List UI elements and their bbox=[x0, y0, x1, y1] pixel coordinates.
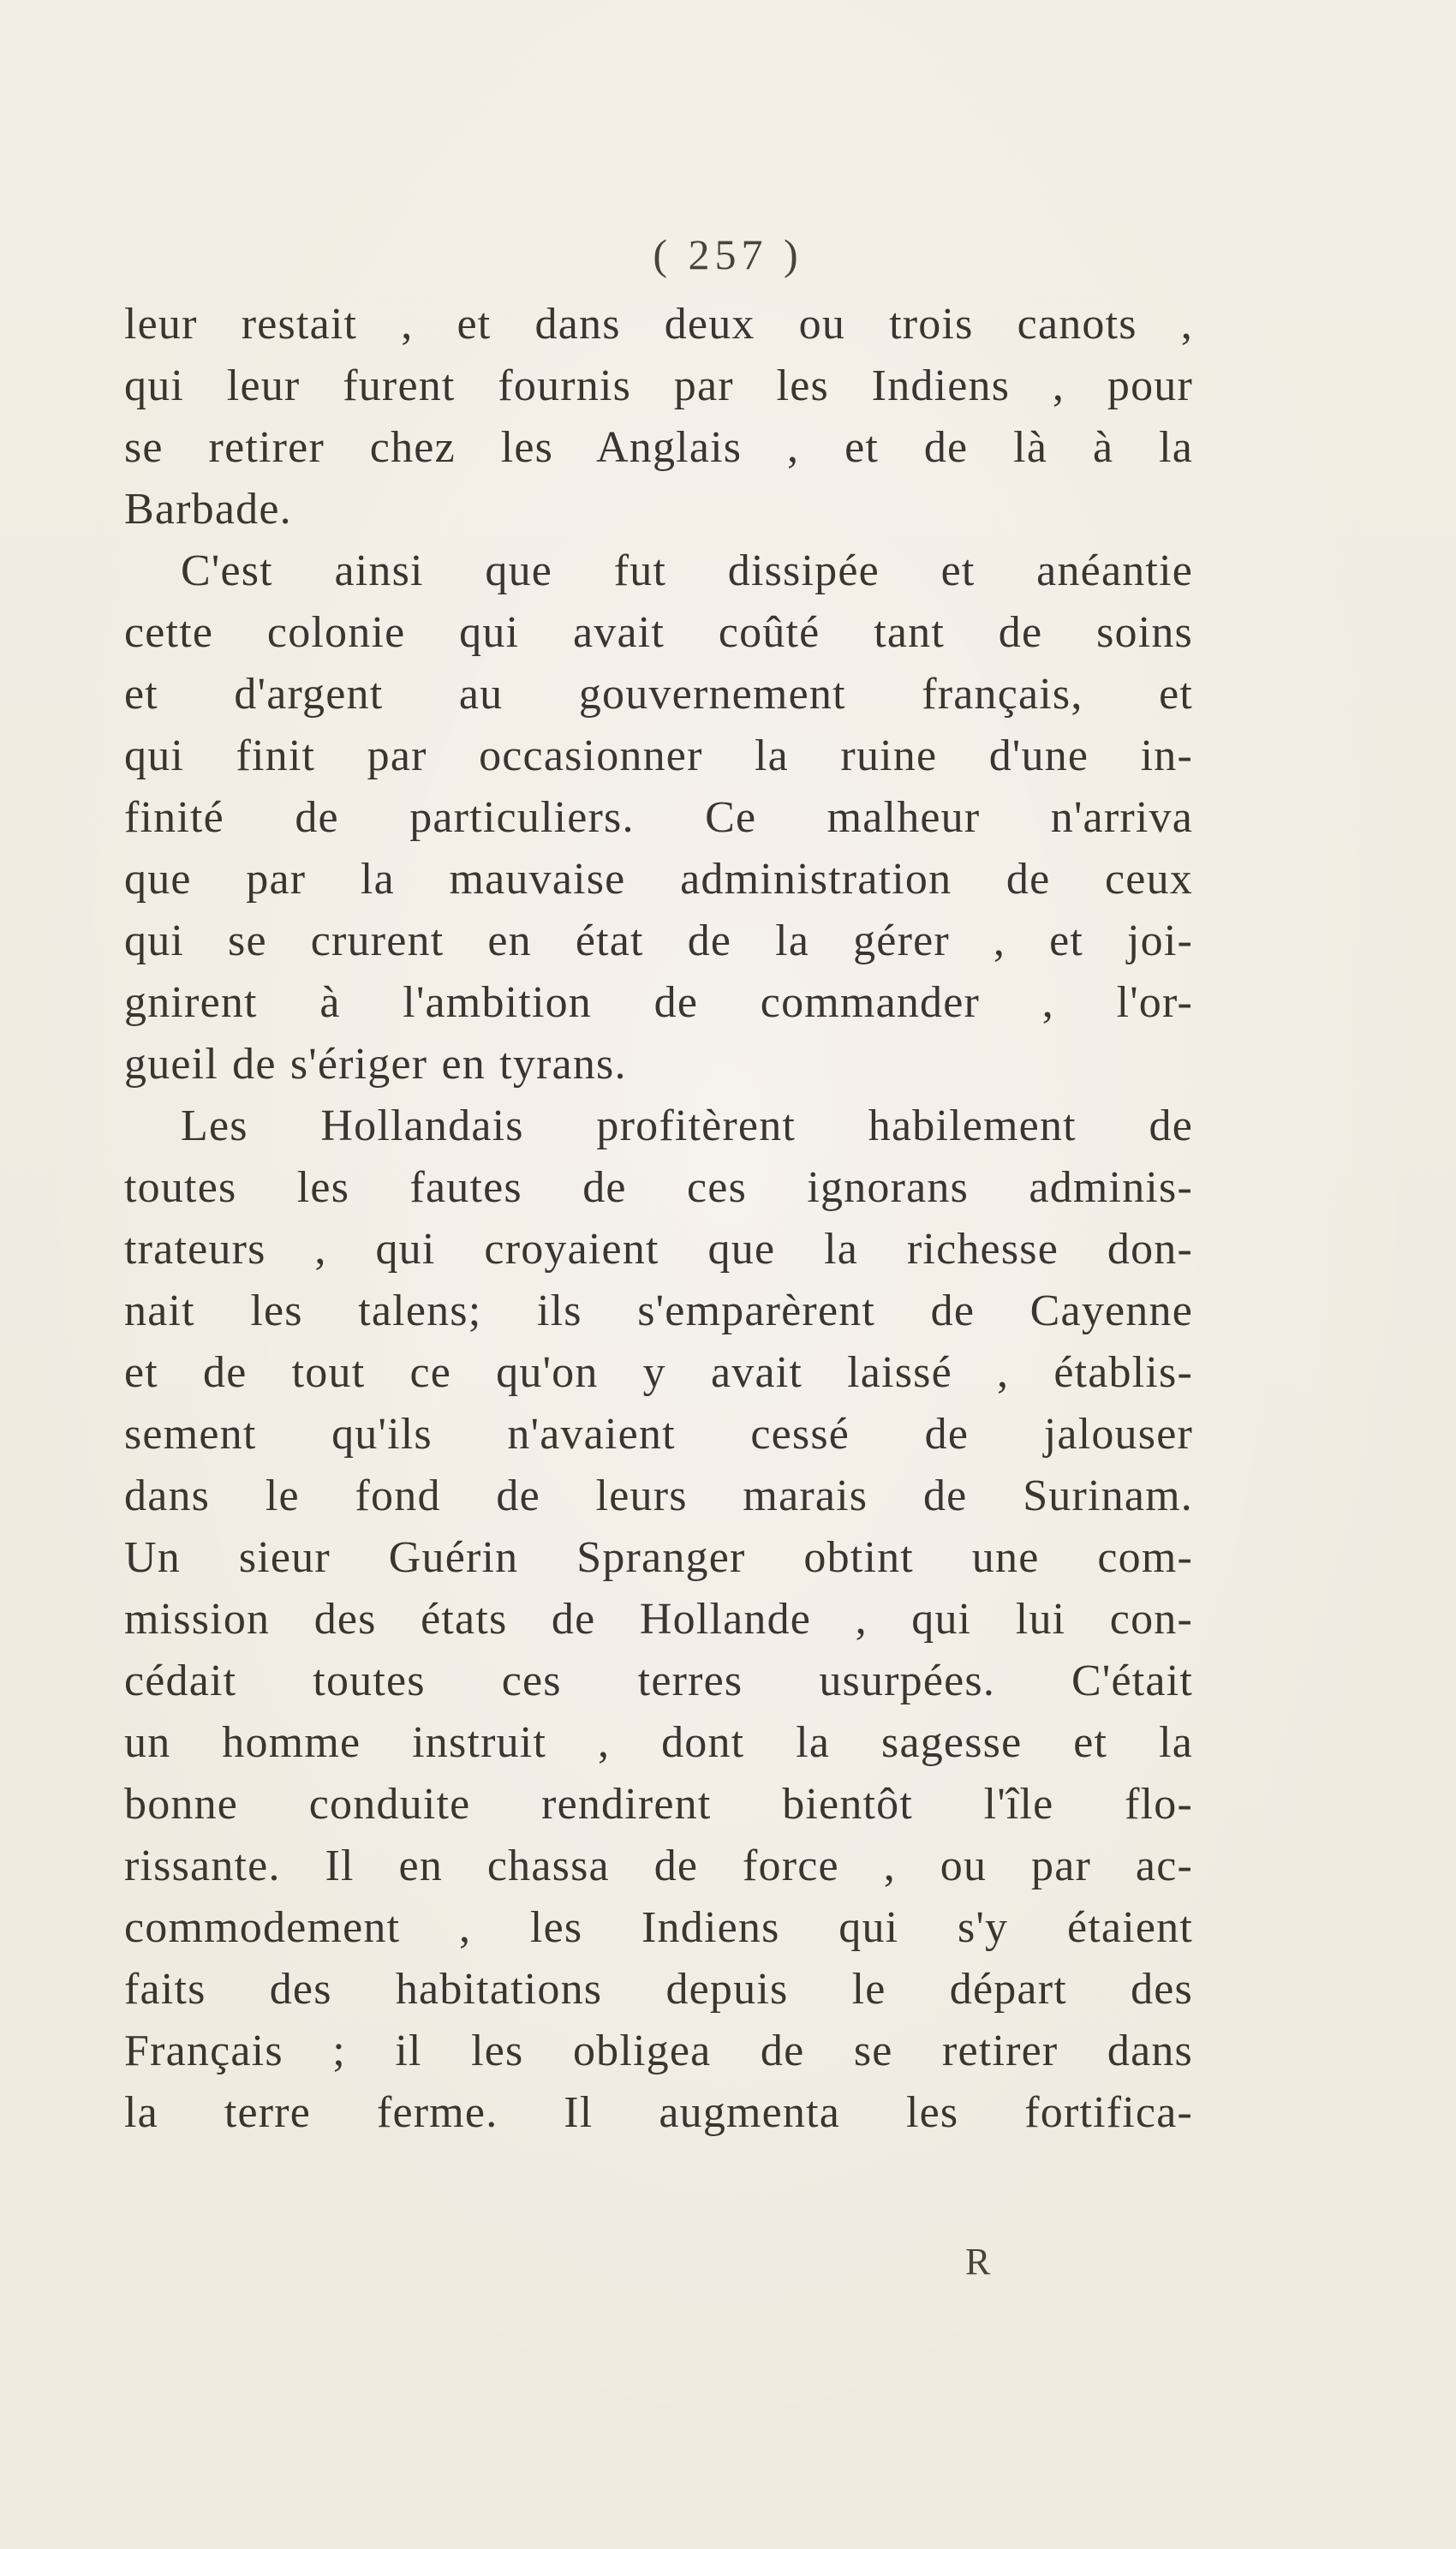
text-line: cette colonie qui avait coûté tant de soins bbox=[124, 608, 1193, 657]
text-line: C'est ainsi que fut dissipée et anéantie bbox=[181, 546, 1193, 595]
text-line: gnirent à l'ambition de commander , l'or- bbox=[124, 978, 1193, 1027]
text-line: faits des habitations depuis le départ des bbox=[124, 1965, 1193, 2014]
text-line: dans le fond de leurs marais de Surinam. bbox=[124, 1471, 1193, 1520]
text-line: toutes les fautes de ces ignorans adminis- bbox=[124, 1163, 1193, 1212]
text-line: sement qu'ils n'avaient cessé de jalouser bbox=[124, 1410, 1193, 1459]
text-line: que par la mauvaise administration de ceux bbox=[124, 855, 1193, 904]
text-line: cédait toutes ces terres usurpées. C'était bbox=[124, 1657, 1193, 1705]
text-line: et d'argent au gouvernement français, et bbox=[124, 670, 1193, 719]
text-line: Français ; il les obligea de se retirer dans bbox=[124, 2027, 1193, 2075]
text-line: la terre ferme. Il augmenta les fortifica- bbox=[124, 2088, 1193, 2137]
text-line: Barbade. bbox=[124, 485, 292, 534]
signature-mark: R bbox=[965, 2241, 991, 2283]
text-line: un homme instruit , dont la sagesse et la bbox=[124, 1718, 1193, 1767]
text-line: qui leur furent fournis par les Indiens , pour bbox=[124, 361, 1193, 410]
text-line: se retirer chez les Anglais , et de là à la bbox=[124, 423, 1193, 472]
page-number: ( 257 ) bbox=[653, 230, 803, 278]
text-line: qui se crurent en état de la gérer , et joi- bbox=[124, 916, 1193, 965]
text-line: finité de particuliers. Ce malheur n'arriva bbox=[124, 793, 1193, 842]
text-line: nait les talens; ils s'emparèrent de Cayenne bbox=[124, 1286, 1193, 1335]
text-line: bonne conduite rendirent bientôt l'île flo- bbox=[124, 1780, 1193, 1829]
text-line: trateurs , qui croyaient que la richesse don- bbox=[124, 1225, 1193, 1274]
text-line: qui finit par occasionner la ruine d'une in- bbox=[124, 731, 1193, 780]
text-line: rissante. Il en chassa de force , ou par ac- bbox=[124, 1842, 1193, 1890]
text-line: Un sieur Guérin Spranger obtint une com- bbox=[124, 1533, 1193, 1582]
text-line: Les Hollandais profitèrent habilement de bbox=[181, 1101, 1193, 1150]
text-line: mission des états de Hollande , qui lui con- bbox=[124, 1595, 1193, 1644]
text-line: leur restait , et dans deux ou trois canots , bbox=[124, 300, 1193, 349]
text-line: commodement , les Indiens qui s'y étaient bbox=[124, 1903, 1193, 1952]
text-line: et de tout ce qu'on y avait laissé , établis- bbox=[124, 1348, 1193, 1397]
text-line: gueil de s'ériger en tyrans. bbox=[124, 1040, 627, 1089]
body-text bbox=[124, 294, 1193, 2144]
